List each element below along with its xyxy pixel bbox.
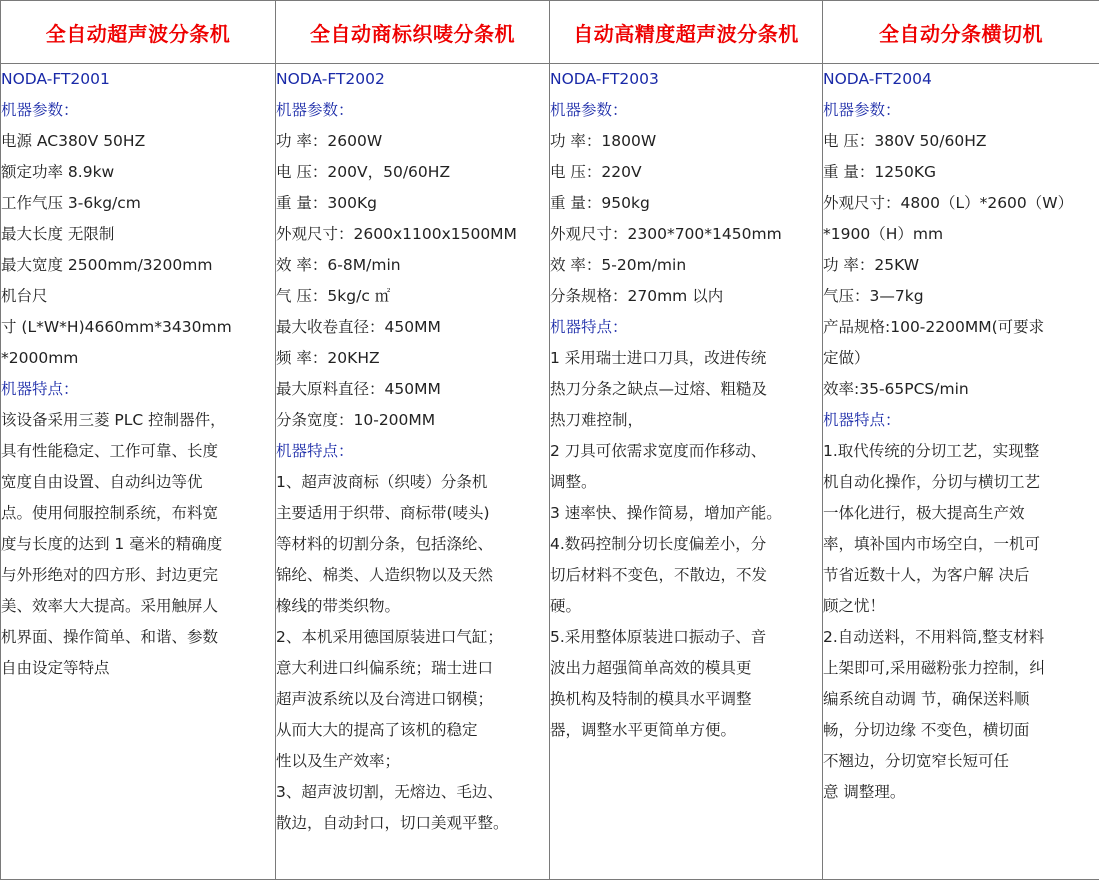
- spec-line: 气 压：5kg/c ㎡: [276, 287, 391, 305]
- spec-line: 1.取代传统的分切工艺，实现整: [823, 442, 1040, 460]
- spec-line: 换机构及特制的模具水平调整: [550, 690, 752, 708]
- spec-line: 2.自动送料，不用料筒,整支材料: [823, 628, 1045, 646]
- section-label: 机器特点：: [550, 318, 628, 336]
- spec-cell-1: [1, 64, 276, 880]
- spec-line: 率，填补国内市场空白，一机可: [823, 535, 1041, 553]
- spec-line: 点。使用伺服控制系统，布料宽: [1, 504, 219, 522]
- spec-line: 波出力超强简单高效的模具更: [550, 659, 752, 677]
- spec-line: 功 率：2600W: [276, 132, 383, 150]
- column-title-1: 全自动超声波分条机: [1, 1, 276, 64]
- spec-line: 意 调整理。: [823, 783, 906, 801]
- section-label: 机器参数：: [550, 101, 628, 119]
- spec-line: 度与长度的达到 1 毫米的精确度: [1, 535, 223, 553]
- spec-line: 节省近数十人，为客户解 决后: [823, 566, 1030, 584]
- spec-line: 5.采用整体原装进口振动子、音: [550, 628, 767, 646]
- spec-line: 1、超声波商标（织唛）分条机: [276, 473, 488, 491]
- spec-line: 工作气压 3-6kg/cm: [1, 194, 141, 212]
- spec-line: 调整。: [550, 473, 597, 491]
- spec-line: 性以及生产效率；: [276, 752, 401, 770]
- spec-line: 4.数码控制分切长度偏差小，分: [550, 535, 767, 553]
- spec-line: 热刀分条之缺点—过熔、粗糙及: [550, 380, 768, 398]
- spec-line: 外观尺寸：4800（L）*2600（W）: [823, 194, 1074, 212]
- spec-line: 定做）: [823, 349, 870, 367]
- spec-line: 器，调整水平更简单方便。: [550, 721, 737, 739]
- spec-line: 重 量：300Kg: [276, 194, 378, 212]
- spec-line: 电 压：380V 50/60HZ: [823, 132, 987, 150]
- spec-line: 宽度自由设置、自动纠边等优: [1, 473, 203, 491]
- spec-line: 分条宽度：10-200MM: [276, 411, 436, 429]
- header-row: [1, 1, 1099, 64]
- spec-line: 效 率：6-8M/min: [276, 256, 401, 274]
- spec-line: 1 采用瑞士进口刀具，改进传统: [550, 349, 767, 367]
- spec-line: 频 率：20KHZ: [276, 349, 380, 367]
- spec-line: 3、超声波切割，无熔边、毛边、: [276, 783, 503, 801]
- spec-line: 重 量：950kg: [550, 194, 650, 212]
- spec-line: 2、本机采用德国原装进口气缸；: [276, 628, 503, 646]
- spec-line: 最大原料直径：450MM: [276, 380, 441, 398]
- spec-line: 畅，分切边缘 不变色，横切面: [823, 721, 1030, 739]
- spec-line: 具有性能稳定、工作可靠、长度: [1, 442, 219, 460]
- column-title-2: 全自动商标织唛分条机: [276, 1, 550, 64]
- spec-line: 3 速率快、操作简易，增加产能。: [550, 504, 782, 522]
- spec-line: 该设备采用三菱 PLC 控制器件，: [1, 411, 226, 429]
- spec-cell-4: [823, 64, 1099, 880]
- section-label: 机器参数：: [1, 101, 79, 119]
- spec-line: 散边，自动封口，切口美观平整。: [276, 814, 509, 832]
- section-label: 机器特点：: [276, 442, 354, 460]
- spec-row: [1, 64, 1099, 880]
- spec-line: 自由设定等特点: [1, 659, 110, 677]
- section-label: NODA-FT2001: [1, 70, 110, 88]
- spec-line: 等材料的切割分条，包括涤纶、: [276, 535, 494, 553]
- spec-line: 2 刀具可依需求宽度而作移动、: [550, 442, 767, 460]
- section-label: NODA-FT2003: [550, 70, 659, 88]
- section-label: 机器特点：: [823, 411, 901, 429]
- spec-line: 气压：3—7kg: [823, 287, 924, 305]
- spec-line: 最大长度 无限制: [1, 225, 115, 243]
- spec-line: 一体化进行，极大提高生产效: [823, 504, 1025, 522]
- spec-line: 热刀难控制，: [550, 411, 644, 429]
- spec-line: *2000mm: [1, 349, 79, 367]
- spec-line: 重 量：1250KG: [823, 163, 937, 181]
- spec-line: 电 压：220V: [550, 163, 642, 181]
- spec-line: 编系统自动调 节，确保送料顺: [823, 690, 1030, 708]
- spec-line: 额定功率 8.9kw: [1, 163, 115, 181]
- spec-line: 功 率：1800W: [550, 132, 657, 150]
- spec-line: 上架即可,采用磁粉张力控制，纠: [823, 659, 1045, 677]
- section-label: 机器参数：: [823, 101, 901, 119]
- spec-line: 从而大大的提高了该机的稳定: [276, 721, 478, 739]
- spec-cell-3: [550, 64, 823, 880]
- spec-line: 外观尺寸：2300*700*1450mm: [550, 225, 782, 243]
- spec-line: 产品规格:100-2200MM(可要求: [823, 318, 1045, 336]
- spec-line: 功 率：25KW: [823, 256, 920, 274]
- spec-line: 顾之忧！: [823, 597, 886, 615]
- spec-line: 切后材料不变色，不散边，不发: [550, 566, 768, 584]
- spec-line: 电 压：200V，50/60HZ: [276, 163, 451, 181]
- spec-line: 机台尺: [1, 287, 48, 305]
- column-title-4: 全自动分条横切机: [823, 1, 1099, 64]
- spec-line: 外观尺寸：2600x1100x1500MM: [276, 225, 517, 243]
- spec-line: 锦纶、棉类、人造织物以及天然: [276, 566, 494, 584]
- spec-line: 主要适用于织带、商标带(唛头): [276, 504, 490, 522]
- spec-line: 不翘边，分切宽窄长短可任: [823, 752, 1010, 770]
- spec-line: 最大收卷直径：450MM: [276, 318, 441, 336]
- spec-line: 机自动化操作，分切与横切工艺: [823, 473, 1041, 491]
- spec-line: 超声波系统以及台湾进口钢模；: [276, 690, 494, 708]
- spec-line: 美、效率大大提高。采用触屏人: [1, 597, 219, 615]
- section-label: 机器特点：: [1, 380, 79, 398]
- spec-line: 机界面、操作简单、和谐、参数: [1, 628, 219, 646]
- spec-cell-2: [276, 64, 550, 880]
- section-label: 机器参数：: [276, 101, 354, 119]
- section-label: NODA-FT2002: [276, 70, 385, 88]
- spec-line: 硬。: [550, 597, 582, 615]
- spec-line: 效率:35-65PCS/min: [823, 380, 969, 398]
- spec-line: 意大利进口纠偏系统；瑞士进口: [276, 659, 494, 677]
- section-label: NODA-FT2004: [823, 70, 932, 88]
- spec-line: 效 率：5-20m/min: [550, 256, 687, 274]
- spec-line: 分条规格：270mm 以内: [550, 287, 724, 305]
- spec-line: 电源 AC380V 50HZ: [1, 132, 146, 150]
- column-title-3: 自动高精度超声波分条机: [550, 1, 823, 64]
- spec-line: 最大宽度 2500mm/3200mm: [1, 256, 213, 274]
- spec-line: 橡线的带类织物。: [276, 597, 401, 615]
- spec-line: 与外形绝对的四方形、封边更完: [1, 566, 219, 584]
- spec-line: 寸 (L*W*H)4660mm*3430mm: [1, 318, 232, 336]
- spec-line: *1900（H）mm: [823, 225, 944, 243]
